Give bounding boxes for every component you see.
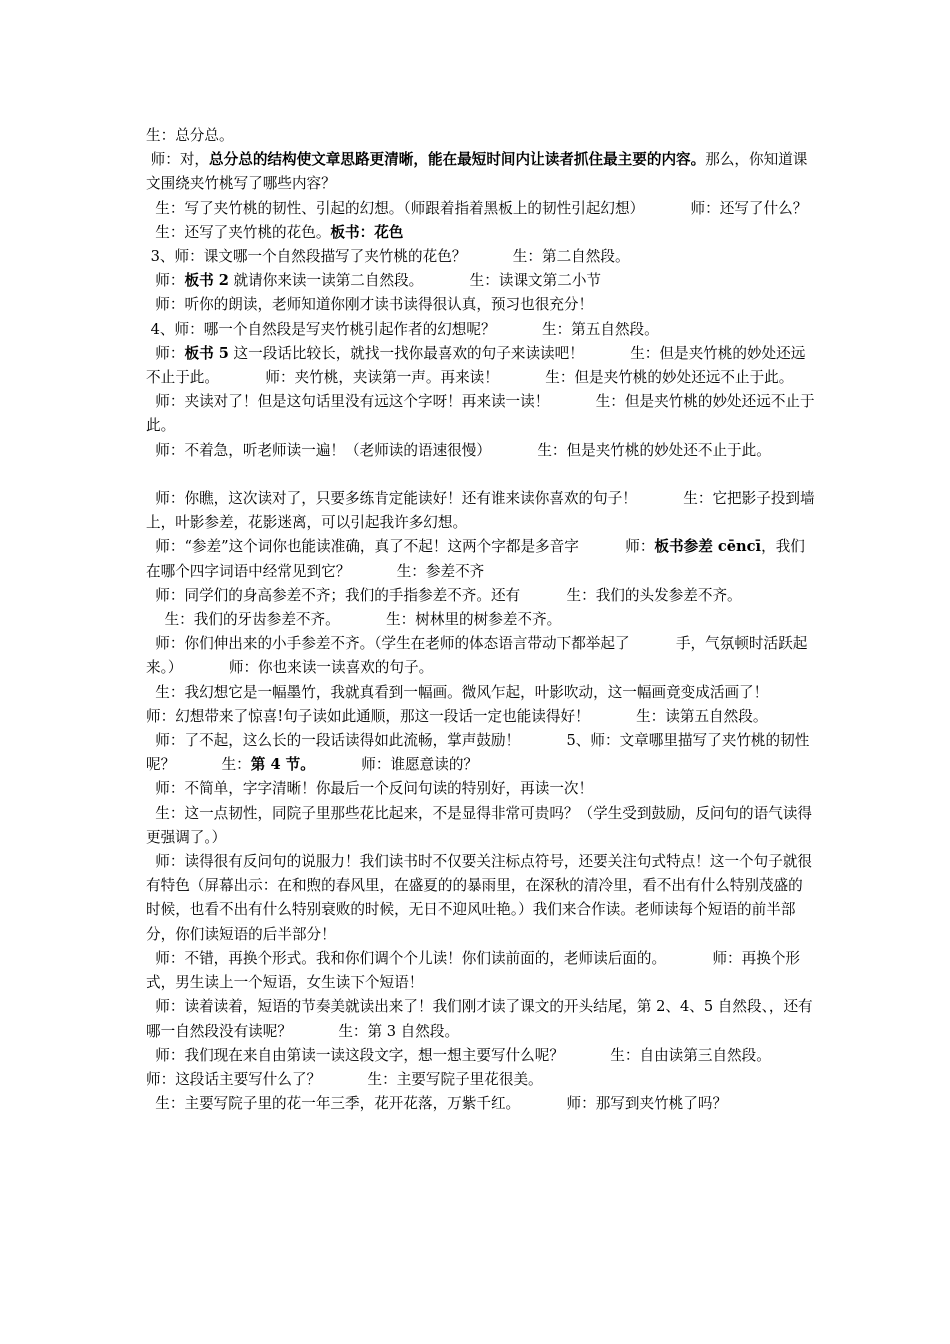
text-run: 就请你来读一读第二自然段。 生：读课文第二小节: [228, 272, 602, 290]
text-run: 生：我幻想它是一幅墨竹，我就真看到一幅画。微风乍起，叶影吹动，这一幅画竟变成活画了！ 师：幻想带来了惊喜!句子读如此通顺，那这一段话一定也能读得好！ 生：读第五自然段。: [146, 683, 815, 725]
text-run: ，我们在哪个四字词语中经常见到它？ 生：参差不齐: [146, 538, 805, 580]
dialogue-paragraph: [146, 487, 816, 535]
dialogue-paragraph: [146, 947, 816, 995]
bold-text: 板书 5: [184, 344, 229, 362]
bold-text: 板书：花色: [330, 223, 404, 241]
dialogue-paragraph: [146, 124, 816, 148]
bold-text: 总分总的结构使文章思路更清晰，能在最短时间内让读者抓住最主要的内容。: [209, 151, 706, 169]
text-run: 师：不错，再换个形式。我和你们调个个儿读！你们读前面的，老师读后面的。 师：再换个形式，男生读上一个短语，女生读下个短语！: [146, 949, 801, 992]
text-run: 生：我们的牙齿参差不齐。 生：树林里的树参差不齐。: [146, 611, 562, 629]
dialogue-paragraph: [146, 1092, 816, 1116]
text-run: 生：写了夹竹桃的韧性、引起的幻想。（师跟着指着黑板上的韧性引起幻想） 师：还写了什么？: [146, 199, 808, 217]
dialogue-paragraph: [146, 318, 816, 342]
dialogue-paragraph: [146, 245, 816, 269]
text-run: 生：还写了夹竹桃的花色。: [146, 223, 331, 241]
dialogue-paragraph: [146, 535, 816, 583]
text-run: 那么，你知道课文围绕夹竹桃写了哪些内容？: [146, 151, 808, 193]
text-run: 师：你瞧，这次读对了，只要多练肯定能读好！还有谁来读你喜欢的句子！ 生：它把影子投到墙上，叶影参差，花影迷离，可以引起我许多幻想。: [146, 490, 815, 532]
text-run: 生：总分总。: [146, 127, 234, 144]
bold-text: 板书 2: [184, 272, 229, 290]
dialogue-paragraph: [146, 995, 816, 1043]
dialogue-paragraph: [146, 777, 816, 801]
text-run: 师：不着急，听老师读一遍！（老师读的语速很慢） 生：但是夹竹桃的妙处还不止于此。: [146, 441, 771, 459]
text-run: 师：同学们的身高参差不齐；我们的手指参差不齐。还有 生：我们的头发参差不齐。: [146, 586, 742, 604]
text-run: 师：读着读着，短语的节奏美就读出来了！我们刚才读了课文的开头结尾，第 2、4、5 自然段、，还有哪一自然段没有读呢？ 生：第 3 自然段。: [146, 998, 813, 1040]
dialogue-paragraph: [146, 390, 816, 438]
dialogue-paragraph: [146, 729, 816, 777]
dialogue-paragraph: [146, 269, 816, 293]
text-run: 师：我们现在来自由第读一读这段文字，想一想主要写什么呢？ 生：自由读第三自然段。 师：这段话主要写什么了？ 生：主要写院子里花很美。: [146, 1046, 818, 1088]
text-run: 4、师：哪一个自然段是写夹竹桃引起作者的幻想呢？ 生：第五自然段。: [146, 320, 659, 338]
dialogue-paragraph: [146, 1044, 816, 1092]
blank-line: [146, 463, 816, 487]
text-run: 师：了不起，这么长的一段话读得如此流畅，掌声鼓励！ 5、师：文章哪里描写了夹竹桃的韧性呢？ 生：: [146, 732, 810, 774]
text-run: 师：对，: [146, 151, 210, 169]
text-run: 生：主要写院子里的花一年三季，花开花落，万紫千红。 师：那写到夹竹桃了吗？: [146, 1095, 728, 1113]
bold-text: 板书参差 cēncī: [654, 538, 762, 556]
text-run: 这一段话比较长，就找一找你最喜欢的句子来读读吧！ 生：但是夹竹桃的妙处还远不止于此。 师：夹竹桃，夹读第一声。再来读！ 生：但是夹竹桃的妙处还远不止于此。: [146, 344, 806, 387]
text-run: 师：不简单，字字清晰！你最后一个反问句读的特别好，再读一次！: [146, 780, 594, 798]
text-run: 师：你们伸出来的小手参差不齐。（学生在老师的体态语言带动下都举起了 手，气氛顿时活跃起来。） 师：你也来读一读喜欢的句子。: [146, 635, 808, 677]
dialogue-paragraph: [146, 197, 816, 221]
dialogue-paragraph: [146, 632, 816, 680]
text-run: 生：这一点韧性，同院子里那些花比起来，不是显得非常可贵吗？（学生受到鼓励，反问句的语气读得更强调了。）: [146, 804, 813, 846]
text-run: 3、师：课文哪一个自然段描写了夹竹桃的花色？ 生：第二自然段。: [146, 248, 630, 266]
dialogue-paragraph: [146, 293, 816, 317]
text-run: 师：夹读对了！但是这句话里没有远这个字呀！再来读一读！ 生：但是夹竹桃的妙处还远不止于此。: [146, 393, 815, 435]
dialogue-paragraph: [146, 342, 816, 390]
dialogue-paragraph: [146, 148, 816, 196]
text-run: 师：: [146, 344, 185, 362]
text-run: 师：: [146, 272, 185, 290]
dialogue-paragraph: [146, 608, 816, 632]
bold-text: 第 4 节。: [250, 756, 315, 774]
text-run: 师：听你的朗读，老师知道你刚才读书读得很认真，预习也很充分！: [146, 296, 594, 314]
dialogue-paragraph: [146, 221, 816, 245]
dialogue-paragraph: [146, 802, 816, 850]
text-run: 师：“参差”这个词你也能读准确，真了不起！这两个字都是多音字 师：: [146, 538, 655, 556]
text-run: 师：谁愿意读的？: [314, 756, 479, 774]
dialogue-paragraph: [146, 439, 816, 463]
dialogue-paragraph: [146, 850, 816, 947]
dialogue-paragraph: [146, 584, 816, 608]
document-page: [146, 124, 816, 1116]
text-run: 师：读得很有反问句的说服力！我们读书时不仅要关注标点符号，还要关注句式特点！这一个句子就很有特色（屏幕出示：在和煦的春风里，在盛夏的的暴雨里，在深秋的清冷里，看不出有什么特别茂盛的时候，也看不出有什么特别衰败的时候，无日不迎风吐艳。）我们来合作读。老师读每个短语的前半部分，你们读短语的后半部分！: [146, 853, 813, 943]
dialogue-paragraph: [146, 681, 816, 729]
